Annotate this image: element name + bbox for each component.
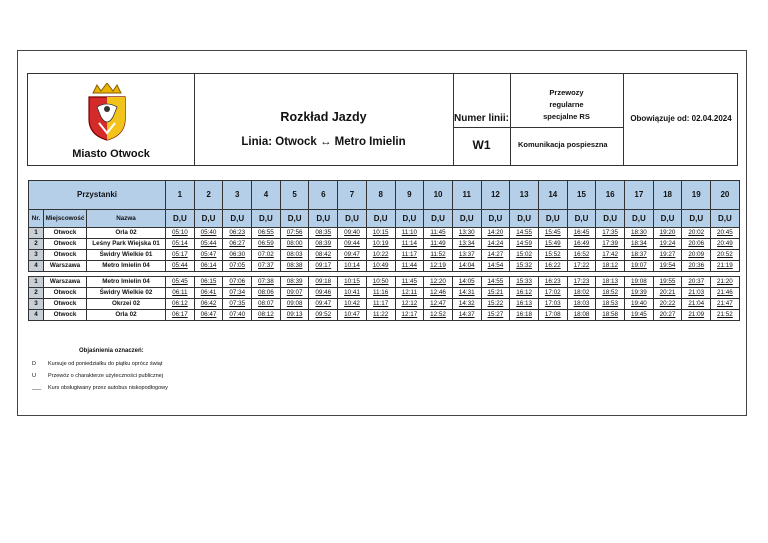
departure-time: 21:52	[711, 310, 740, 321]
departure-time: 07:56	[280, 228, 309, 239]
departure-time: 16:22	[538, 261, 567, 272]
departure-time: 19:08	[625, 277, 654, 288]
departure-time: 18:13	[596, 277, 625, 288]
departure-time: 17:39	[596, 239, 625, 250]
departure-time: 18:02	[567, 288, 596, 299]
table-row	[29, 250, 740, 261]
table-row	[29, 299, 740, 310]
departure-time: 14:20	[481, 228, 510, 239]
departure-time: 18:37	[625, 250, 654, 261]
departure-time: 18:03	[567, 299, 596, 310]
departure-time: 14:37	[452, 310, 481, 321]
departure-time: 10:41	[338, 288, 367, 299]
col-name: Nazwa	[87, 210, 166, 228]
course-number: 8	[366, 181, 395, 210]
departure-time: 20:21	[653, 288, 682, 299]
departure-time: 17:35	[596, 228, 625, 239]
departure-time: 15:45	[538, 228, 567, 239]
service-type: Przewozy regularne specjalne RS	[543, 88, 590, 121]
departure-time: 12:11	[395, 288, 424, 299]
departure-time: 09:40	[338, 228, 367, 239]
departure-time: 10:14	[338, 261, 367, 272]
departure-time: 10:15	[366, 228, 395, 239]
departure-time: 11:10	[395, 228, 424, 239]
course-code: D,U	[653, 210, 682, 228]
departure-time: 17:23	[567, 277, 596, 288]
departure-time: 07:35	[223, 299, 252, 310]
departure-time: 18:52	[596, 288, 625, 299]
departure-time: 09:47	[309, 299, 338, 310]
departure-time: 09:07	[280, 288, 309, 299]
departure-time: 08:07	[252, 299, 281, 310]
course-number: 14	[538, 181, 567, 210]
stop-name: Orla 02	[87, 228, 166, 239]
departure-time: 09:17	[309, 261, 338, 272]
departure-time: 06:11	[166, 288, 195, 299]
legend-symbol: U	[32, 373, 36, 379]
departure-time: 17:03	[538, 299, 567, 310]
stop-name: Leśny Park Wiejska 01	[87, 239, 166, 250]
departure-time: 15:32	[510, 261, 539, 272]
departure-time: 20:09	[682, 250, 711, 261]
stop-number: 4	[29, 261, 44, 272]
course-number: 12	[481, 181, 510, 210]
departure-time: 06:17	[166, 310, 195, 321]
departure-time: 15:49	[538, 239, 567, 250]
departure-time: 05:44	[166, 261, 195, 272]
table-row	[29, 310, 740, 321]
stop-name: Świdry Wielkie 01	[87, 250, 166, 261]
departure-time: 19:24	[653, 239, 682, 250]
stop-place: Otwock	[44, 228, 87, 239]
departure-time: 12:46	[424, 288, 453, 299]
stop-place: Otwock	[44, 299, 87, 310]
course-number: 1	[166, 181, 195, 210]
col-place: Miejscowość	[44, 210, 87, 228]
departure-time: 07:34	[223, 288, 252, 299]
departure-time: 08:12	[252, 310, 281, 321]
departure-time: 08:03	[280, 250, 309, 261]
departure-time: 15:52	[538, 250, 567, 261]
departure-time: 06:47	[194, 310, 223, 321]
departure-time: 15:21	[481, 288, 510, 299]
table-row	[29, 239, 740, 250]
course-number: 16	[596, 181, 625, 210]
stop-number: 4	[29, 310, 44, 321]
departure-time: 20:27	[653, 310, 682, 321]
course-code: D,U	[338, 210, 367, 228]
departure-time: 10:19	[366, 239, 395, 250]
legend-item	[32, 382, 168, 394]
departure-time: 18:34	[625, 239, 654, 250]
departure-time: 14:27	[481, 250, 510, 261]
departure-time: 18:12	[596, 261, 625, 272]
departure-time: 20:37	[682, 277, 711, 288]
departure-time: 12:52	[424, 310, 453, 321]
departure-time: 05:17	[166, 250, 195, 261]
departure-time: 16:49	[567, 239, 596, 250]
departure-time: 15:33	[510, 277, 539, 288]
stop-place: Otwock	[44, 250, 87, 261]
departure-time: 16:52	[567, 250, 596, 261]
route-block	[194, 74, 453, 165]
departure-time: 16:18	[510, 310, 539, 321]
course-code: D,U	[194, 210, 223, 228]
departure-time: 06:14	[194, 261, 223, 272]
departure-time: 12:20	[424, 277, 453, 288]
departure-time: 08:35	[309, 228, 338, 239]
stop-number: 3	[29, 299, 44, 310]
departure-time: 08:42	[309, 250, 338, 261]
course-number: 18	[653, 181, 682, 210]
course-number: 4	[252, 181, 281, 210]
departure-time: 05:44	[194, 239, 223, 250]
departure-time: 11:49	[424, 239, 453, 250]
departure-time: 12:12	[395, 299, 424, 310]
city-block	[28, 74, 194, 165]
departure-time: 12:47	[424, 299, 453, 310]
course-number: 7	[338, 181, 367, 210]
timetable-header	[27, 73, 738, 166]
departure-time: 17:22	[567, 261, 596, 272]
course-code: D,U	[223, 210, 252, 228]
departure-time: 19:39	[625, 288, 654, 299]
departure-time: 06:55	[252, 228, 281, 239]
departure-time: 20:06	[682, 239, 711, 250]
departure-time: 21:19	[711, 261, 740, 272]
stops-header: Przystanki	[29, 181, 166, 210]
departure-time: 16:23	[538, 277, 567, 288]
departure-time: 09:13	[280, 310, 309, 321]
departure-time: 10:22	[366, 250, 395, 261]
course-code: D,U	[481, 210, 510, 228]
course-code: D,U	[366, 210, 395, 228]
stop-name: Świdry Wielkie 02	[87, 288, 166, 299]
timetable-table	[28, 180, 740, 321]
departure-time: 12:17	[395, 310, 424, 321]
course-code: D,U	[280, 210, 309, 228]
departure-time: 18:30	[625, 228, 654, 239]
stop-number: 1	[29, 277, 44, 288]
departure-time: 07:37	[252, 261, 281, 272]
departure-time: 11:17	[395, 250, 424, 261]
departure-time: 21:47	[711, 299, 740, 310]
departure-time: 19:55	[653, 277, 682, 288]
departure-time: 14:55	[510, 228, 539, 239]
course-number: 2	[194, 181, 223, 210]
stop-place: Warszawa	[44, 277, 87, 288]
departure-time: 08:38	[280, 261, 309, 272]
departure-time: 17:42	[596, 250, 625, 261]
departure-time: 15:02	[510, 250, 539, 261]
route-line: Linia: Otwock ↔ Metro Imielin	[241, 136, 406, 148]
service-kind: Komunikacja pospieszna	[518, 140, 608, 149]
departure-time: 07:38	[252, 277, 281, 288]
departure-time: 19:54	[653, 261, 682, 272]
departure-time: 14:54	[481, 261, 510, 272]
course-number: 3	[223, 181, 252, 210]
departure-time: 06:27	[223, 239, 252, 250]
course-code: D,U	[452, 210, 481, 228]
departure-time: 17:02	[538, 288, 567, 299]
departure-time: 20:49	[711, 239, 740, 250]
table-row	[29, 277, 740, 288]
line-number-block	[453, 74, 510, 165]
course-number: 5	[280, 181, 309, 210]
departure-time: 10:49	[366, 261, 395, 272]
course-code: D,U	[309, 210, 338, 228]
table-row	[29, 228, 740, 239]
departure-time: 05:47	[194, 250, 223, 261]
departure-time: 07:40	[223, 310, 252, 321]
stop-number: 2	[29, 239, 44, 250]
stop-number: 3	[29, 250, 44, 261]
departure-time: 21:04	[682, 299, 711, 310]
departure-time: 06:12	[166, 299, 195, 310]
stop-place: Otwock	[44, 288, 87, 299]
departure-time: 09:18	[309, 277, 338, 288]
stop-place: Otwock	[44, 239, 87, 250]
departure-time: 19:40	[625, 299, 654, 310]
table-row	[29, 288, 740, 299]
departure-time: 08:06	[252, 288, 281, 299]
departure-time: 09:52	[309, 310, 338, 321]
validity-block	[623, 74, 739, 165]
course-number: 6	[309, 181, 338, 210]
legend-item	[32, 370, 168, 382]
departure-time: 11:45	[424, 228, 453, 239]
departure-time: 14:59	[510, 239, 539, 250]
departure-time: 19:27	[653, 250, 682, 261]
course-code: D,U	[682, 210, 711, 228]
departure-time: 06:23	[223, 228, 252, 239]
stop-number: 1	[29, 228, 44, 239]
course-code: D,U	[625, 210, 654, 228]
departure-time: 14:05	[452, 277, 481, 288]
departure-time: 11:14	[395, 239, 424, 250]
course-code: D,U	[538, 210, 567, 228]
departure-time: 10:42	[338, 299, 367, 310]
departure-time: 15:27	[481, 310, 510, 321]
departure-time: 11:22	[366, 310, 395, 321]
departure-time: 16:45	[567, 228, 596, 239]
departure-time: 10:15	[338, 277, 367, 288]
departure-time: 09:47	[338, 250, 367, 261]
departure-time: 18:58	[596, 310, 625, 321]
course-code: D,U	[252, 210, 281, 228]
departure-time: 11:44	[395, 261, 424, 272]
legend-text: Przewóz o charakterze użyteczności publicznej	[48, 373, 163, 379]
departure-time: 19:20	[653, 228, 682, 239]
departure-time: 05:40	[194, 228, 223, 239]
departure-time: 13:37	[452, 250, 481, 261]
course-code: D,U	[596, 210, 625, 228]
legend	[32, 348, 168, 394]
departure-time: 07:05	[223, 261, 252, 272]
departure-time: 08:00	[280, 239, 309, 250]
departure-time: 21:46	[711, 288, 740, 299]
departure-time: 12:19	[424, 261, 453, 272]
departure-time: 11:52	[424, 250, 453, 261]
service-block	[510, 74, 623, 165]
departure-time: 05:45	[166, 277, 195, 288]
legend-title: Objaśnienia oznaczeń:	[79, 348, 144, 354]
course-code: D,U	[567, 210, 596, 228]
course-number: 15	[567, 181, 596, 210]
departure-time: 09:44	[338, 239, 367, 250]
departure-time: 06:42	[194, 299, 223, 310]
course-number: 19	[682, 181, 711, 210]
departure-time: 16:12	[510, 288, 539, 299]
departure-time: 11:16	[366, 288, 395, 299]
departure-time: 14:31	[452, 288, 481, 299]
departure-time: 13:34	[452, 239, 481, 250]
departure-time: 21:09	[682, 310, 711, 321]
departure-time: 21:03	[682, 288, 711, 299]
departure-time: 20:02	[682, 228, 711, 239]
departure-time: 20:36	[682, 261, 711, 272]
course-code: D,U	[424, 210, 453, 228]
legend-symbol: ___	[32, 385, 42, 391]
stop-name: Metro Imielin 04	[87, 277, 166, 288]
departure-time: 15:22	[481, 299, 510, 310]
line-number-label: Numer linii:	[453, 113, 509, 124]
departure-time: 06:15	[194, 277, 223, 288]
departure-time: 06:59	[252, 239, 281, 250]
page-title: Rozkład Jazdy	[280, 110, 367, 124]
departure-time: 16:13	[510, 299, 539, 310]
legend-text: Kurs obsługiwany przez autobus niskopodłogowy	[48, 385, 168, 391]
stop-name: Orla 02	[87, 310, 166, 321]
course-code: D,U	[395, 210, 424, 228]
departure-time: 17:08	[538, 310, 567, 321]
legend-text: Kursuje od poniedziałku do piątku oprócz świąt	[48, 361, 163, 367]
departure-time: 06:41	[194, 288, 223, 299]
table-row	[29, 261, 740, 272]
departure-time: 11:17	[366, 299, 395, 310]
col-nr: Nr.	[29, 210, 44, 228]
course-code: D,U	[510, 210, 539, 228]
departure-time: 14:04	[452, 261, 481, 272]
valid-from: Obowiązuje od: 02.04.2024	[630, 114, 732, 123]
departure-time: 20:22	[653, 299, 682, 310]
stop-name: Okrzei 02	[87, 299, 166, 310]
departure-time: 14:32	[452, 299, 481, 310]
line-number: W1	[472, 138, 491, 152]
departure-time: 05:14	[166, 239, 195, 250]
stop-place: Otwock	[44, 310, 87, 321]
departure-time: 11:45	[395, 277, 424, 288]
departure-time: 08:39	[280, 277, 309, 288]
departure-time: 19:07	[625, 261, 654, 272]
course-number: 11	[452, 181, 481, 210]
stop-name: Metro Imielin 04	[87, 261, 166, 272]
course-number: 10	[424, 181, 453, 210]
departure-time: 10:47	[338, 310, 367, 321]
legend-item	[32, 358, 168, 370]
departure-time: 10:50	[366, 277, 395, 288]
city-crest-icon	[83, 83, 131, 141]
departure-time: 20:52	[711, 250, 740, 261]
departure-time: 18:53	[596, 299, 625, 310]
departure-time: 09:08	[280, 299, 309, 310]
course-code: D,U	[166, 210, 195, 228]
departure-time: 07:02	[252, 250, 281, 261]
departure-time: 09:46	[309, 288, 338, 299]
course-number: 9	[395, 181, 424, 210]
departure-time: 18:08	[567, 310, 596, 321]
departure-time: 07:06	[223, 277, 252, 288]
departure-time: 20:45	[711, 228, 740, 239]
departure-time: 19:45	[625, 310, 654, 321]
course-number: 13	[510, 181, 539, 210]
stop-place: Warszawa	[44, 261, 87, 272]
course-number: 17	[625, 181, 654, 210]
departure-time: 13:30	[452, 228, 481, 239]
departure-time: 05:10	[166, 228, 195, 239]
departure-time: 21:20	[711, 277, 740, 288]
departure-time: 06:30	[223, 250, 252, 261]
stop-number: 2	[29, 288, 44, 299]
course-number: 20	[711, 181, 740, 210]
departure-time: 14:24	[481, 239, 510, 250]
departure-time: 14:55	[481, 277, 510, 288]
city-name: Miasto Otwock	[72, 148, 150, 160]
course-code: D,U	[711, 210, 740, 228]
legend-symbol: D	[32, 361, 36, 367]
departure-time: 08:39	[309, 239, 338, 250]
